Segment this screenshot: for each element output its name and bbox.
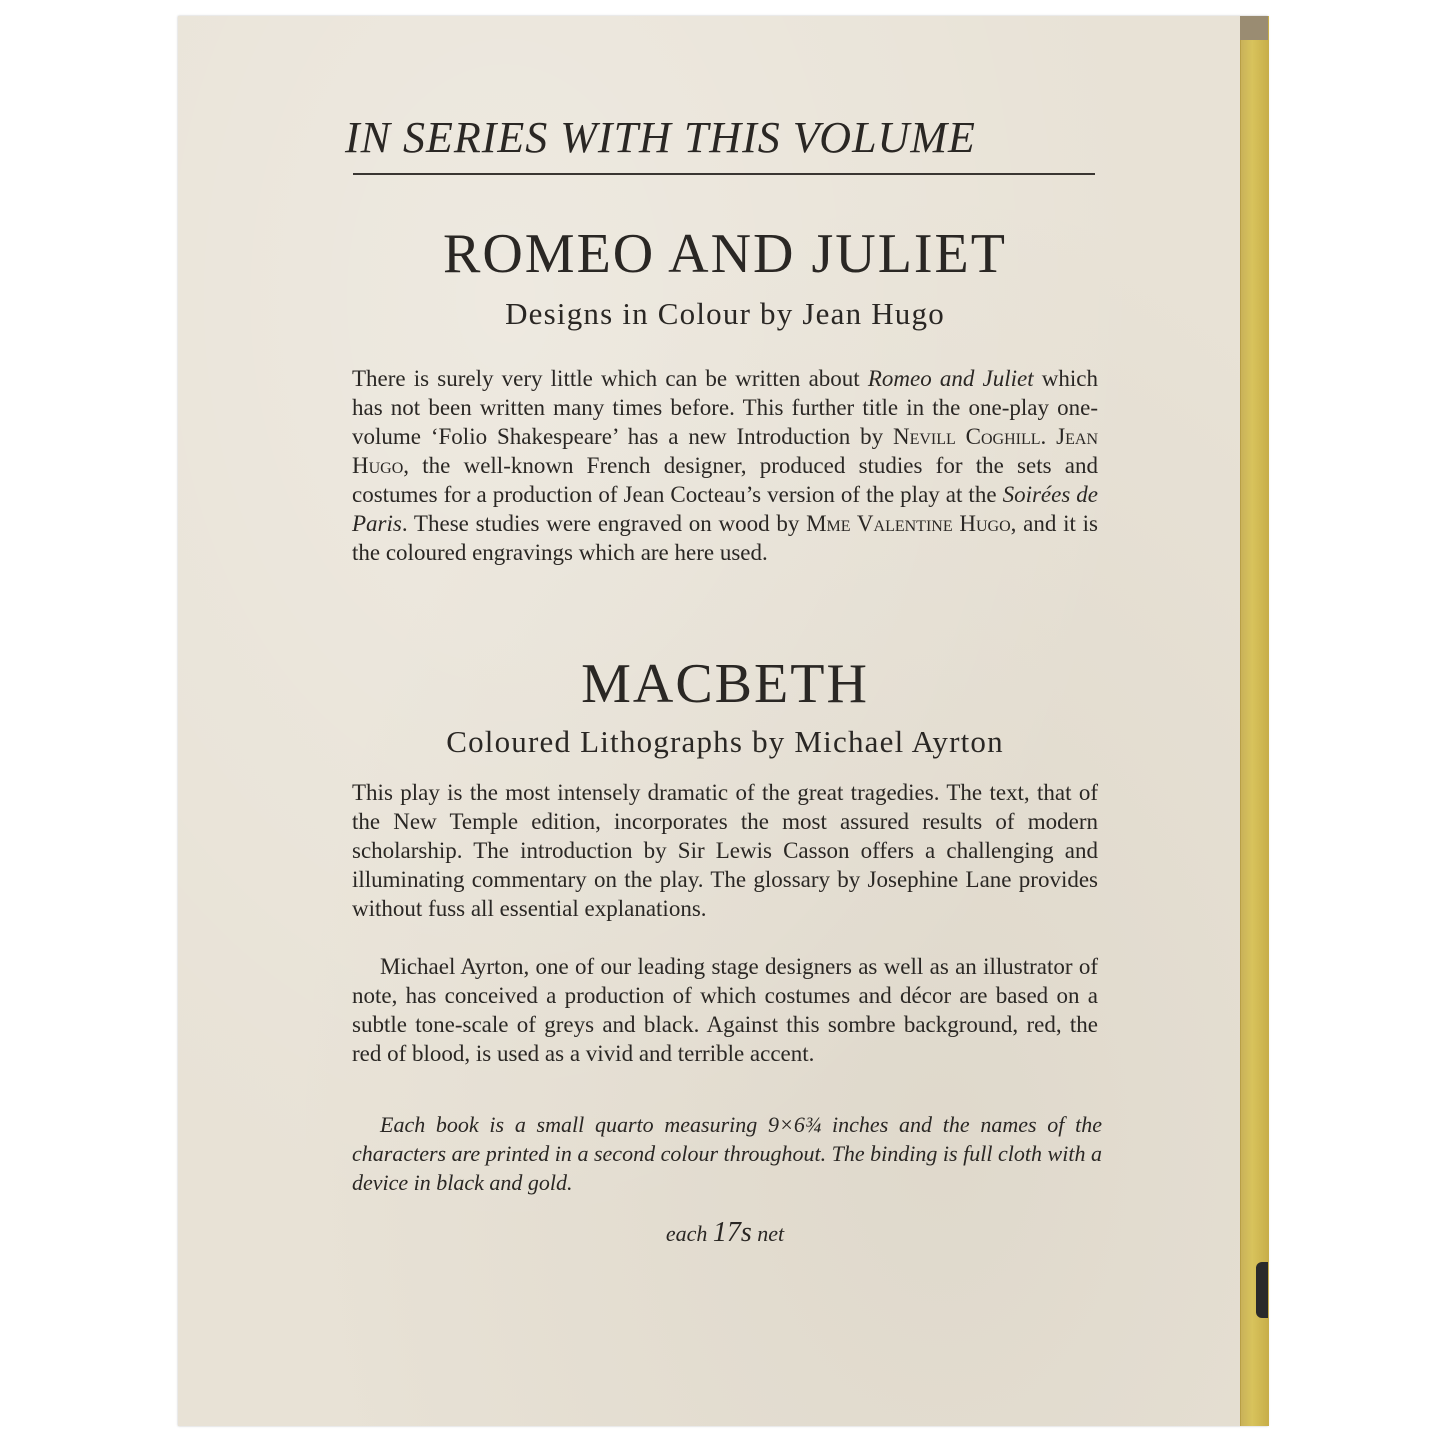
- spine-top-edge: [1240, 16, 1268, 40]
- romeo-desc-text: .: [1040, 424, 1057, 449]
- romeo-desc-name-coghill: Nevill Coghill: [892, 424, 1041, 449]
- romeo-desc-name-valentine: Mme Valentine Hugo: [806, 511, 1011, 536]
- romeo-desc-text: which has not been written many times before. This further title in the one-play one-volume ‘Folio Shakespeare’ has a new Introduction by: [352, 366, 1098, 449]
- series-heading: IN SERIES WITH THIS VOLUME: [345, 113, 976, 162]
- macbeth-designer: Coloured Lithographs by Michael Ayrton: [446, 724, 1004, 759]
- romeo-desc-text: . These studies were engraved on wood by: [401, 511, 807, 536]
- romeo-designer: Designs in Colour by Jean Hugo: [505, 296, 945, 331]
- price-amount: 17s: [712, 1217, 752, 1248]
- spine-edge: [1240, 16, 1269, 1426]
- romeo-desc-soirees-italic: Soirées de Paris: [352, 482, 1099, 536]
- heading-rule: [353, 173, 1095, 175]
- romeo-description: [352, 364, 1098, 567]
- romeo-desc-text: , and it is the coloured engravings which are here used.: [352, 511, 1098, 565]
- romeo-desc-name-hugo: Jean Hugo: [352, 424, 1099, 478]
- format-note: Each book is a small quarto measuring 9×6¾ inches and the names of the characters are printed in a second colour throughout. The binding is full cloth with a device in black and gold.: [352, 1112, 1102, 1195]
- macbeth-description-paragraph-1: This play is the most intensely dramatic of the great tragedies. The text, that of the New Temple edition, incorporates the most assured results of modern scholarship. The introduction by Sir Lewis Casson offers a challenging and illuminating commentary on the play. The glossary by Josephine Lane provides without fuss all essential explanations.: [352, 780, 1098, 921]
- price-line: [352, 1217, 1098, 1249]
- romeo-desc-text: There is surely very little which can be written about: [352, 366, 868, 391]
- price-suffix: net: [751, 1221, 785, 1246]
- romeo-title: ROMEO AND JULIET: [443, 223, 1007, 285]
- romeo-desc-title-italic: Romeo and Juliet: [867, 366, 1034, 391]
- price-prefix: each: [665, 1221, 713, 1246]
- spine-device-mark: [1256, 1262, 1268, 1318]
- macbeth-description-paragraph-2: Michael Ayrton, one of our leading stage designers as well as an illustrator of note, has conceived a production of which costumes and décor are based on a subtle tone-scale of greys and black. Against this sombre background, red, the red of blood, is used as a vivid and terrible accent.: [352, 954, 1098, 1066]
- romeo-desc-text: , the well-known French designer, produced studies for the sets and costumes for a production of Jean Cocteau’s version of the play at the: [352, 453, 1098, 507]
- macbeth-title: MACBETH: [581, 653, 869, 715]
